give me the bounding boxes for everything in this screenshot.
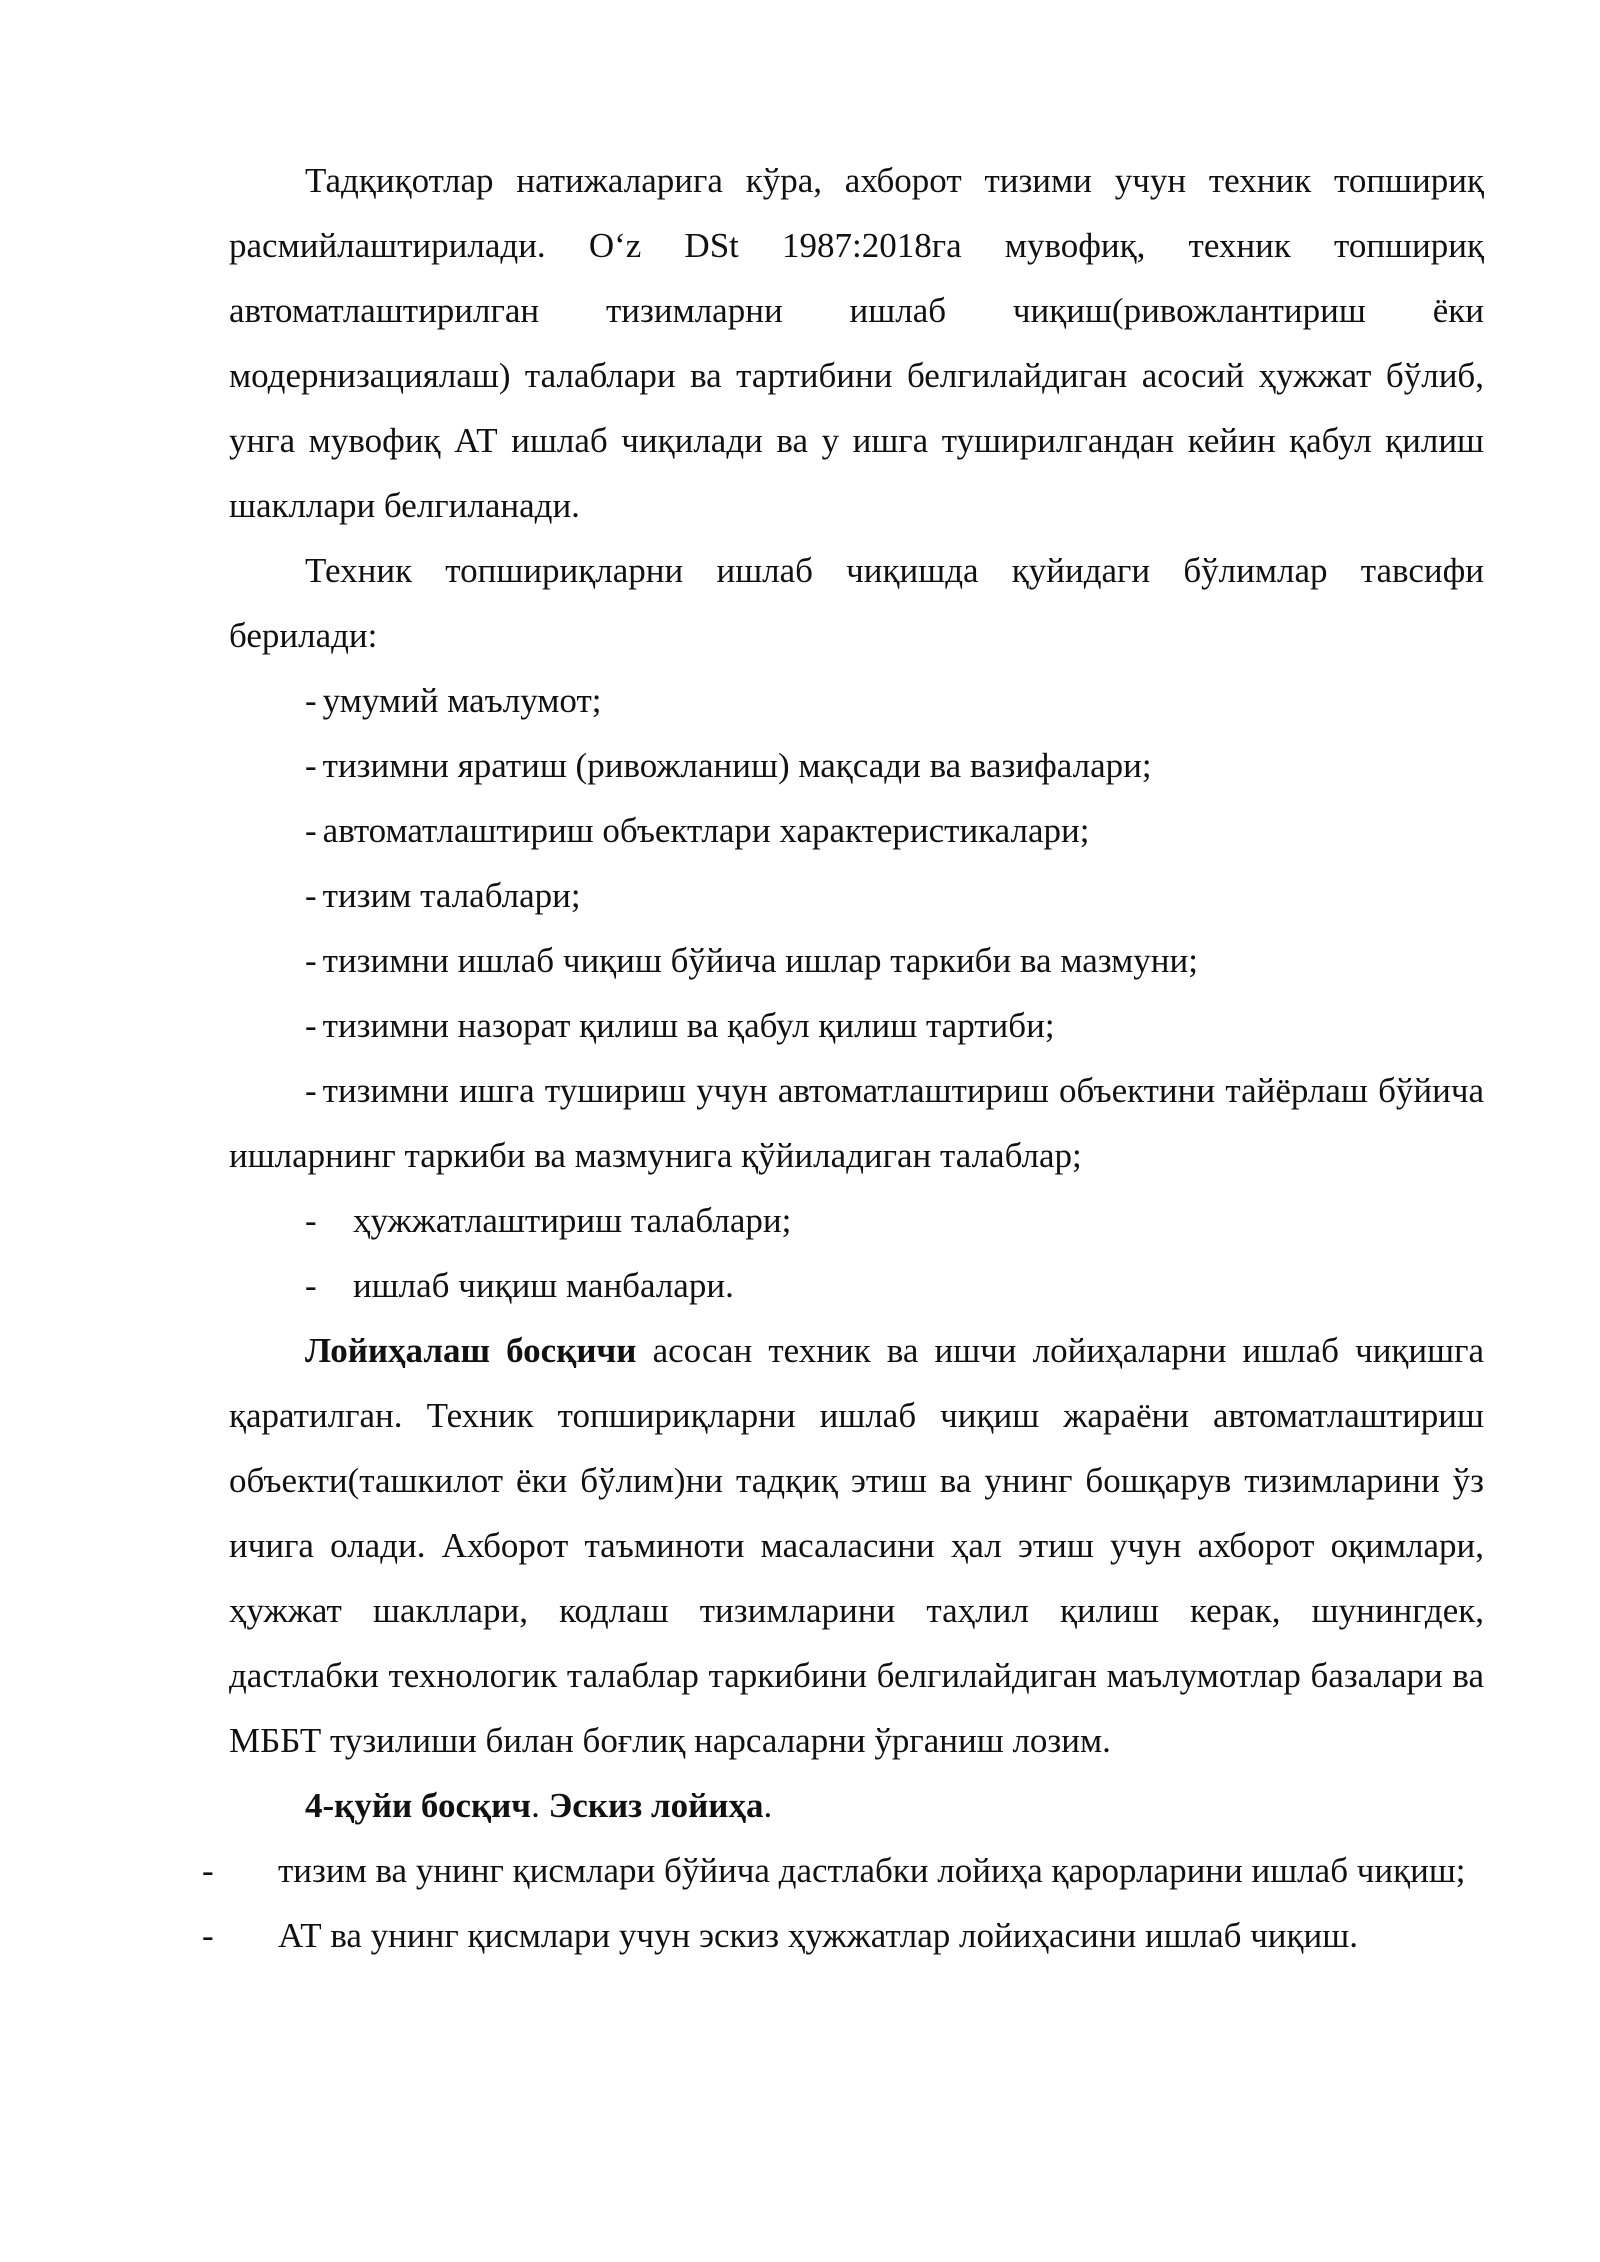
design-stage-text: асосан техник ва ишчи лойиҳаларни ишлаб чиқишга қаратилган. Техник топшириқларни ишлаб чиқиш жараёни автоматлаштириш объекти(ташкилот ёки бўлим)ни тадқиқ этиш ва унинг бошқарув тизимларини ўз ичига олади. Ахборот таъминоти масаласини ҳал этиш учун ахборот оқимлари, ҳужжат шакллари, кодлаш тизимларини таҳлил қилиш керак, шунингдек, дастлабки технологик талаблар таркибини белгилайдиган маълумотлар базалари ва МББТ тузилиши билан боғлиқ нарсаларни ўрганиш лозим. (229, 1331, 1485, 1760)
paragraph-intro: Тадқиқотлар натижаларига кўра, ахборот тизими учун техник топшириқ расмийлаштирилади. O‘z DSt 1987:2018га мувофиқ, техник топшириқ автоматлаштирилган тизимларни ишлаб чиқиш(ривожлантириш ёки модернизациялаш) талаблари ва тартибини белгилайдиган асосий ҳужжат бўлиб, унга мувофиқ АТ ишлаб чиқилади ва у ишга туширилгандан кейин қабул қилиш шакллари белгиланади. (229, 161, 1484, 525)
list-item: - тизим талаблари; (305, 876, 581, 915)
list-item: - ишлаб чиқиш манбалари. (305, 1266, 734, 1305)
stage4-label: 4-қуйи босқич (305, 1786, 532, 1825)
list-item: - тизимни назорат қилиш ва қабул қилиш тартиби; (305, 1006, 1055, 1045)
paragraph-design-stage (229, 1318, 1484, 1773)
list-item: - автоматлаштириш объектлари характеристикалари; (305, 811, 1090, 850)
stage4-title: Эскиз лойиҳа (548, 1786, 764, 1825)
stage4-list (202, 1838, 1484, 1968)
list-item: - тизимни яратиш (ривожланиш) мақсади ва вазифалари; (305, 746, 1152, 785)
list-item: - умумий маълумот; (305, 681, 602, 720)
list-item: - тизимни ишлаб чиқиш бўйича ишлар таркиби ва мазмуни; (305, 941, 1198, 980)
stage4-heading: 4-қуйи босқич. Эскиз лойиҳа. (305, 1786, 773, 1825)
list-item: - ҳужжатлаштириш талаблари; (305, 1201, 792, 1240)
list-item: - тизимни ишга тушириш учун автоматлаштириш объектини тайёрлаш бўйича ишларнинг таркиби ва мазмунига қўйиладиган талаблар; (229, 1071, 1484, 1175)
sections-list (229, 668, 1484, 1318)
list-item: - АТ ва унинг қисмлари учун эскиз ҳужжатлар лойиҳасини ишлаб чиқиш. (202, 1916, 1358, 1955)
list-item: - тизим ва унинг қисмлари бўйича дастлабки лойиҳа қарорларини ишлаб чиқиш; (202, 1851, 1466, 1890)
design-stage-title: Лойиҳалаш босқичи (305, 1331, 637, 1370)
paragraph-sections-intro: Техник топшириқларни ишлаб чиқишда қуйидаги бўлимлар тавсифи берилади: (229, 551, 1484, 655)
